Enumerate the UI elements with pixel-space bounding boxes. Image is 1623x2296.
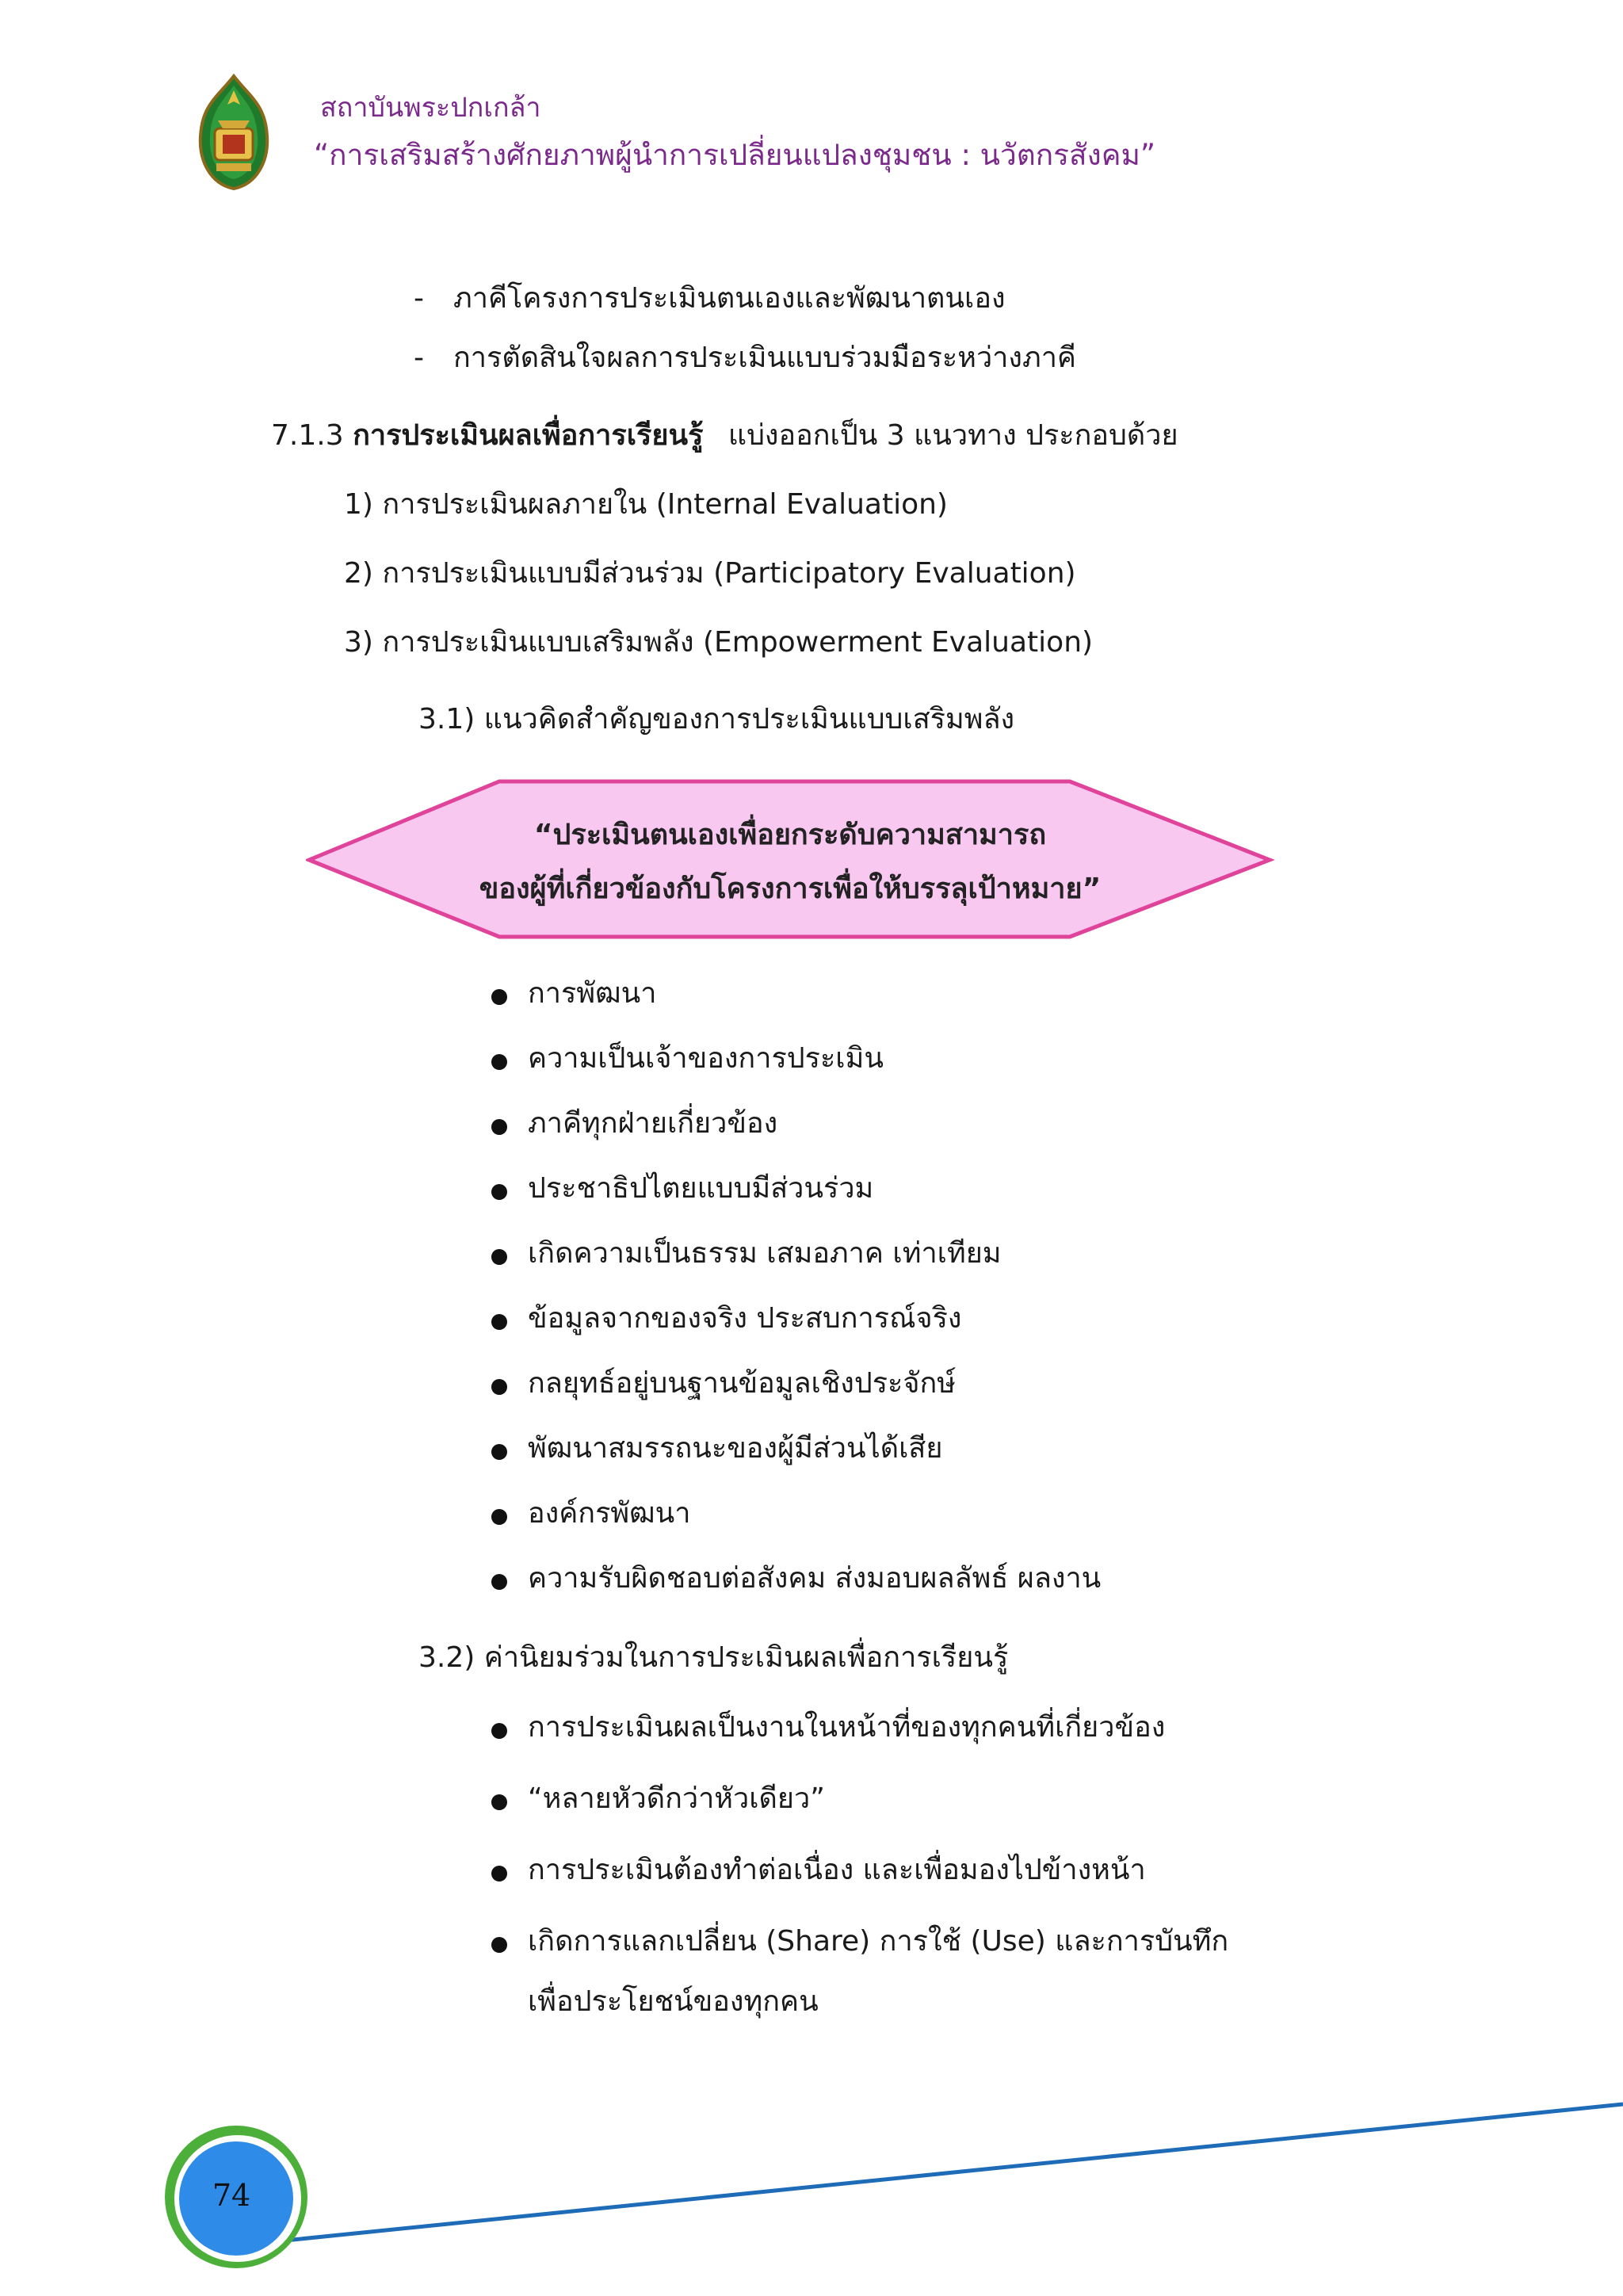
dash-item-text: ภาคีโครงการประเมินตนเองและพัฒนาตนเอง xyxy=(453,282,1006,315)
concept-text: องค์กรพัฒนา xyxy=(528,1497,691,1530)
subsection-heading: 3.2) ค่านิยมร่วมในการประเมินผลเพื่อการเรียนรู้ xyxy=(418,1641,1009,1674)
bullet-icon xyxy=(491,1444,507,1460)
bullet-icon xyxy=(491,1509,507,1525)
bullet-icon xyxy=(491,1119,507,1135)
concept-text: ภาคีทุกฝ่ายเกี่ยวข้อง xyxy=(528,1107,778,1140)
bullet-icon xyxy=(491,1379,507,1395)
concept-text: กลยุทธ์อยู่บนฐานข้อมูลเชิงประจักษ์ xyxy=(528,1367,956,1400)
bullet-icon xyxy=(491,989,507,1005)
approach-item: 2) การประเมินแบบมีส่วนร่วม (Participatory Evaluation) xyxy=(344,557,1076,590)
value-continuation: เพื่อประโยชน์ของทุกคน xyxy=(528,1985,819,2018)
subsection-heading: 3.1) แนวคิดสำคัญของการประเมินแบบเสริมพลัง xyxy=(418,703,1015,735)
bullet-icon xyxy=(491,1184,507,1200)
bullet-icon xyxy=(491,1314,507,1330)
concept-text: พัฒนาสมรรถนะของผู้มีส่วนได้เสีย xyxy=(528,1432,943,1465)
bullet-icon xyxy=(491,1249,507,1265)
highlight-line-1: “ประเมินตนเองเพื่อยกระดับความสามารถ xyxy=(533,819,1047,851)
bullet-icon xyxy=(491,1723,507,1739)
value-text: เกิดการแลกเปลี่ยน (Share) การใช้ (Use) และการบันทึก xyxy=(528,1925,1229,1958)
approach-item: 3) การประเมินแบบเสริมพลัง (Empowerment Evaluation) xyxy=(344,626,1094,659)
page-number: 74 xyxy=(212,2178,251,2213)
section-number: 7.1.3 xyxy=(271,419,344,452)
dash-item-text: การตัดสินใจผลการประเมินแบบร่วมมือระหว่างภาคี xyxy=(453,342,1077,374)
bullet-icon xyxy=(491,1937,507,1953)
concept-text: ประชาธิปไตยแบบมีส่วนร่วม xyxy=(528,1172,874,1205)
bullet-icon xyxy=(491,1794,507,1810)
bullet-icon xyxy=(491,1054,507,1070)
approach-item: 1) การประเมินผลภายใน (Internal Evaluation) xyxy=(344,488,948,521)
highlight-line-2: ของผู้ที่เกี่ยวข้องกับโครงการเพื่อให้บรรลุเป้าหมาย” xyxy=(479,873,1102,905)
bullet-icon xyxy=(491,1574,507,1590)
concept-text: เกิดความเป็นธรรม เสมอภาค เท่าเทียม xyxy=(528,1237,1002,1270)
value-text: การประเมินผลเป็นงานในหน้าที่ของทุกคนที่เกี่ยวข้อง xyxy=(528,1711,1166,1744)
concept-text: ข้อมูลจากของจริง ประสบการณ์จริง xyxy=(528,1302,962,1335)
concept-text: การพัฒนา xyxy=(528,977,657,1010)
concept-text: ความเป็นเจ้าของการประเมิน xyxy=(528,1042,884,1075)
concept-text: ความรับผิดชอบต่อสังคม ส่งมอบผลลัพธ์ ผลงาน xyxy=(528,1562,1102,1595)
dash-item: - การตัดสินใจผลการประเมินแบบร่วมมือระหว่างภาคี xyxy=(414,342,1077,374)
value-text: “หลายหัวดีกว่าหัวเดียว” xyxy=(528,1782,825,1815)
section-description: แบ่งออกเป็น 3 แนวทาง ประกอบด้วย xyxy=(727,419,1178,452)
program-title: “การเสริมสร้างศักยภาพผู้นำการเปลี่ยนแปลงชุมชน : นวัตกรสังคม” xyxy=(314,138,1156,172)
bullet-icon xyxy=(491,1866,507,1881)
dash-item: - ภาคีโครงการประเมินตนเองและพัฒนาตนเอง xyxy=(414,282,1006,315)
section-title: การประเมินผลเพื่อการเรียนรู้ xyxy=(353,419,704,452)
institution-name: สถาบันพระปกเกล้า xyxy=(320,92,541,124)
section-heading xyxy=(271,418,1178,453)
value-text: การประเมินต้องทำต่อเนื่อง และเพื่อมองไปข้างหน้า xyxy=(528,1854,1146,1886)
highlight-hexagon xyxy=(306,778,1274,942)
institution-logo xyxy=(194,73,273,192)
